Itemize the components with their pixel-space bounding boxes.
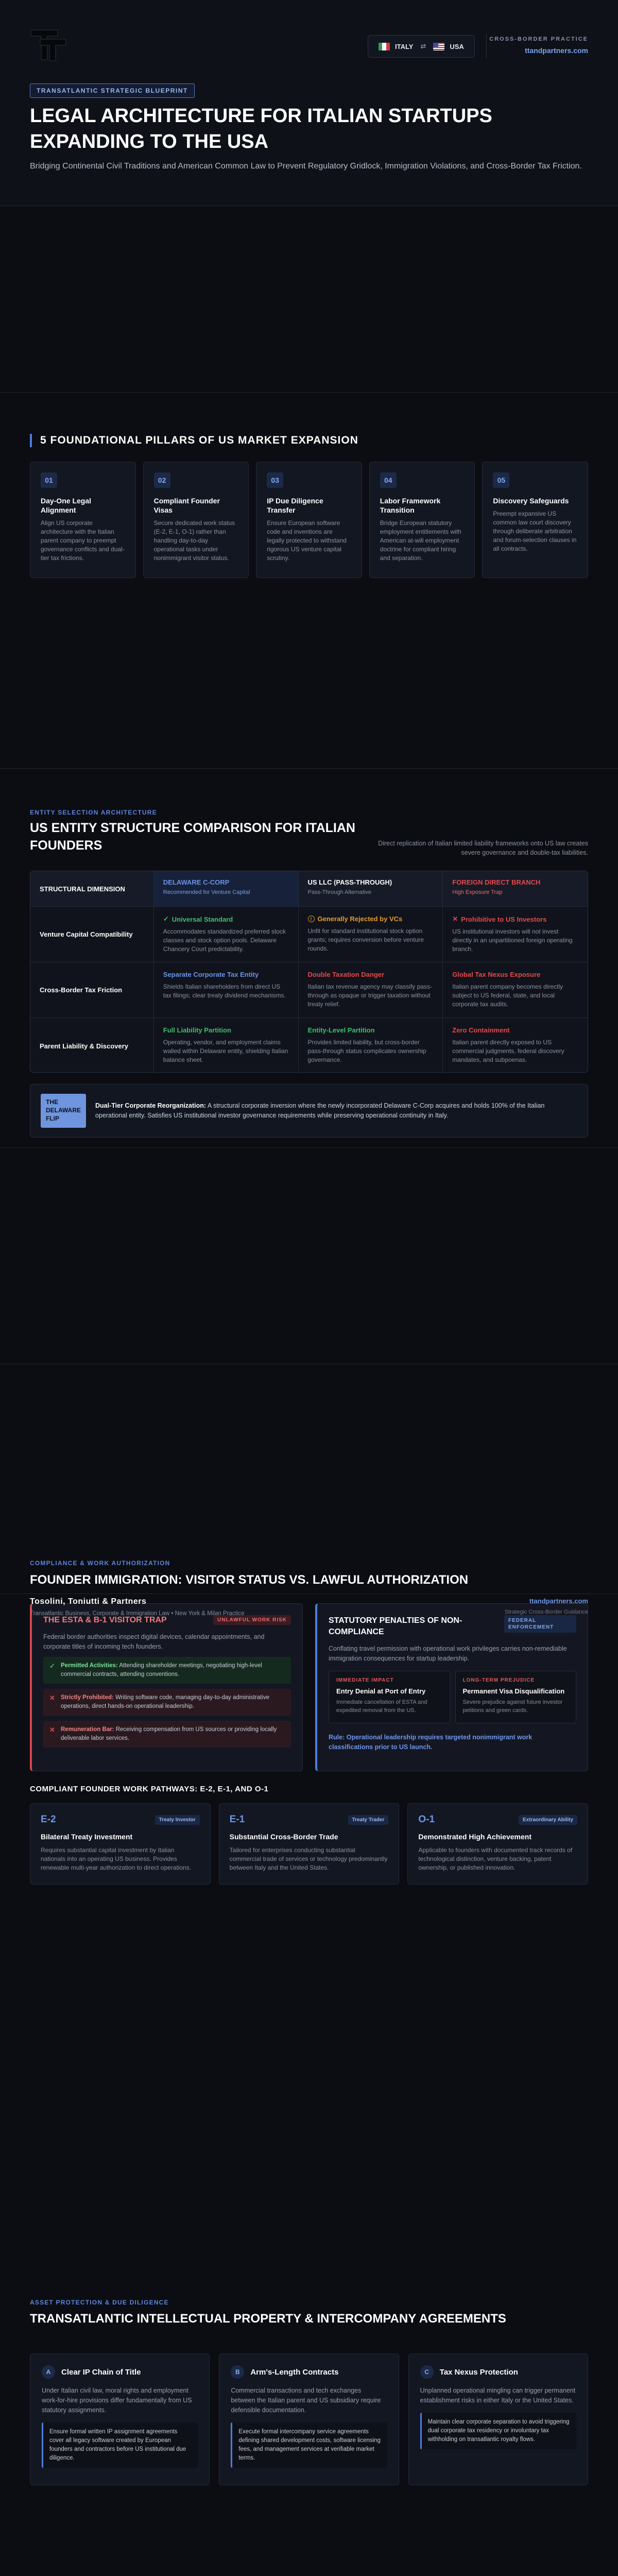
cell-status: Universal Standard [171, 915, 233, 923]
permitted-item [43, 1657, 291, 1684]
pillar-desc: Preempt expansive US common law court discovery through deliberate arbitration and forum-selection clauses in all contracts. [493, 510, 577, 552]
from-country: ITALY [395, 42, 414, 50]
penalty-box [329, 1671, 450, 1723]
ip-card [30, 2353, 210, 2485]
firm-subtitle: Transatlantic Business, Corporate & Immigration Law • New York & Milan Practice [30, 1611, 245, 1617]
penalties-title: STATUTORY PENALTIES OF NON-COMPLIANCE [329, 1616, 462, 1636]
card-letter: A [42, 2365, 55, 2379]
check-icon: ✓ [163, 915, 169, 923]
entity-note: Direct replication of Italian limited liability frameworks onto US law creates severe governance and double-tax liabilities. [378, 840, 588, 856]
col-name: FOREIGN DIRECT BRANCH [452, 878, 541, 886]
dimension-header: STRUCTURAL DIMENSION [30, 871, 154, 906]
pathway-cards [30, 1803, 588, 1885]
pathway-title: Bilateral Treaty Investment [41, 1833, 133, 1841]
row-label: Cross-Border Tax Friction [30, 962, 154, 1018]
page-title: LEGAL ARCHITECTURE FOR ITALIAN STARTUPS EXPANDING TO THE USA [30, 105, 492, 152]
col-name: US LLC (PASS-THROUGH) [307, 878, 392, 886]
pillar-number: 02 [154, 472, 170, 488]
penalties-desc: Conflating travel permission with operational work privileges carries non-remediable immigration consequences for startup leadership. [329, 1645, 567, 1662]
visa-code: E-2 [41, 1814, 56, 1825]
cell-desc: Accommodates standardized preferred stock classes and stock option pools. Delaware Chancery Court predictability. [163, 928, 286, 953]
pathway-title: Substantial Cross-Border Trade [229, 1833, 338, 1841]
card-letter: C [420, 2365, 434, 2379]
visa-tag: Treaty Trader [348, 1815, 389, 1825]
penalty-box [455, 1671, 577, 1723]
pillar-desc: Ensure European software code and inventions are legally protected to withstand rigorous US venture capital scrutiny. [267, 519, 347, 562]
card-desc: Commercial transactions and tech exchanges between the Italian parent and US subsidiary require defensible documentation. [231, 2387, 381, 2414]
pillar-number: 05 [493, 472, 509, 488]
ip-card [219, 2353, 399, 2485]
ip-cards [30, 2353, 588, 2485]
cell-status: Generally Rejected by VCs [317, 915, 403, 923]
col-name: DELAWARE C-CORP [163, 878, 230, 886]
remuneration-item [43, 1721, 291, 1748]
cell-status: Entity-Level Partition [307, 1026, 375, 1034]
ip-title: TRANSATLANTIC INTELLECTUAL PROPERTY & INTERCOMPANY AGREEMENTS [30, 2312, 506, 2326]
flip-lead: Dual-Tier Corporate Reorganization: [95, 1102, 207, 1109]
item-text: Attending shareholder meetings, negotiating high-level commercial contracts, attending conventions. [61, 1663, 262, 1677]
row-label: Parent Liability & Discovery [30, 1018, 154, 1074]
penalty-kicker: LONG-TERM PREJUDICE [462, 1677, 535, 1683]
penalty-kicker: IMMEDIATE IMPACT [336, 1677, 394, 1683]
page-footer [0, 1582, 618, 1633]
cell-status: Prohibitive to US Investors [461, 915, 547, 923]
visa-code: O-1 [418, 1814, 435, 1825]
pathway-desc: Requires substantial capital investment by Italian nationals into an operating US business. Provides renewable multi-year authorization to direct operations. [41, 1846, 192, 1871]
warning-icon: ! [308, 916, 315, 922]
card-title: Clear IP Chain of Title [61, 2367, 141, 2377]
card-action: Maintain clear corporate separation to avoid triggering dual corporate tax residency or involuntary tax withholding on transatlantic royalty flows. [420, 2413, 576, 2449]
cell-status: Zero Containment [452, 1026, 510, 1034]
practice-info [489, 36, 588, 55]
prohibited-item [43, 1689, 291, 1716]
risk-badge: UNLAWFUL WORK RISK [213, 1615, 291, 1625]
pillar-desc: Align US corporate architecture with the Italian parent company to preempt governance conflicts and dual-tier tax frictions. [41, 519, 125, 562]
col-sub: Recommended for Venture Capital [163, 889, 250, 895]
pillar-title: Discovery Safeguards [493, 497, 569, 505]
penalty-title: Permanent Visa Disqualification [462, 1687, 565, 1695]
page-subtitle: Bridging Continental Civil Traditions and American Common Law to Prevent Regulatory Gridlock, Immigration Violations, and Cross-Border Tax Friction. [30, 162, 582, 171]
cell-desc: Shields Italian shareholders from direct US tax filings; clear treaty dividend mechanisms. [163, 983, 286, 999]
entity-title: US ENTITY STRUCTURE COMPARISON FOR ITALIAN FOUNDERS [30, 821, 355, 853]
pathway-title: Demonstrated High Achievement [418, 1833, 531, 1841]
cell-desc: US institutional investors will not invest directly in an unpartitioned foreign operating branch. [452, 928, 573, 953]
country-route [368, 35, 475, 58]
card-title: Arm's-Length Contracts [250, 2367, 339, 2377]
to-country: USA [450, 42, 464, 50]
penalty-title: Entry Denial at Port of Entry [336, 1687, 426, 1695]
item-text: Writing software code, managing day-to-day administrative operations, direct hands-on operational leadership. [61, 1694, 269, 1709]
pathway-card-e2 [30, 1803, 211, 1885]
pillars-heading: 5 FOUNDATIONAL PILLARS OF US MARKET EXPANSION [30, 434, 358, 447]
footer-tagline: Strategic Cross-Border Guidance [504, 1609, 588, 1615]
penalty-desc: Immediate cancellation of ESTA and expedited removal from the US. [336, 1699, 427, 1714]
item-lead: Permitted Activities: [61, 1663, 118, 1669]
immigration-title: FOUNDER IMMIGRATION: VISITOR STATUS VS. LAWFUL AUTHORIZATION [30, 1573, 469, 1587]
ip-kicker: ASSET PROTECTION & DUE DILIGENCE [30, 2299, 169, 2306]
item-lead: Remuneration Bar: [61, 1726, 114, 1733]
pillar-desc: Secure dedicated work status (E-2, E-1, O-1) rather than handling day-to-day operational tasks under nonimmigrant visitor status. [153, 519, 235, 562]
firm-name: Tosolini, Toniutti & Partners [30, 1597, 147, 1606]
cell-desc: Italian tax revenue agency may classify pass-through as opaque or trigger taxation without treaty relief. [307, 983, 432, 1008]
pillar-title: IP Due Diligence Transfer [267, 497, 323, 514]
cell-desc: Provides limited liability, but cross-border pass-through status complicates ownership governance. [307, 1039, 426, 1063]
cross-icon: ✕ [49, 1694, 55, 1702]
hero-tag: TRANSATLANTIC STRATEGIC BLUEPRINT [30, 83, 195, 98]
col-sub: High Exposure Trap [452, 889, 503, 895]
penalty-desc: Severe prejudice against future investor petitions and green cards. [462, 1699, 563, 1714]
cross-icon: ✕ [452, 915, 458, 923]
item-lead: Strictly Prohibited: [61, 1694, 114, 1701]
trap-title: THE ESTA & B-1 VISITOR TRAP [43, 1615, 167, 1624]
entity-kicker: ENTITY SELECTION ARCHITECTURE [30, 809, 157, 816]
card-desc: Under Italian civil law, moral rights and employment work-for-hire provisions differ fundamentally from US statutory assignments. [42, 2387, 192, 2414]
usa-flag-icon [433, 43, 444, 50]
card-action: Ensure formal written IP assignment agreements cover all legacy software created by European founders and contractors before US institutional due diligence. [42, 2422, 198, 2468]
enforcement-badge: FEDERAL ENFORCEMENT [504, 1615, 576, 1633]
pillar-number: 01 [41, 472, 57, 488]
ip-card [408, 2353, 588, 2485]
cell-desc: Operating, vendor, and employment claims walled within Delaware entity, shielding Italian balance sheet. [163, 1039, 288, 1063]
pillar-title: Day-One Legal Alignment [41, 497, 92, 514]
hero-section [0, 0, 618, 206]
pillars-section [0, 206, 618, 562]
cell-desc: Unfit for standard institutional stock option grants; requires conversion before venture rounds. [307, 927, 424, 952]
cell-desc: Italian parent directly exposed to US commercial judgments, federal discovery mandates, and subpoenas. [452, 1039, 564, 1063]
pathways-heading: COMPLIANT FOUNDER WORK PATHWAYS: E-2, E-1, AND O-1 [30, 1785, 269, 1793]
pillar-number: 04 [380, 472, 397, 488]
visa-tag: Treaty Investor [155, 1815, 200, 1825]
pathway-desc: Applicable to founders with documented track records of technological distinction, venture backing, patent ownership, or published innovation. [418, 1846, 573, 1871]
flip-badge: THE DELAWARE FLIP [41, 1094, 86, 1128]
flip-body: A structural corporate inversion where the newly incorporated Delaware C-Corp acquires and holds 100% of the Italian operational entity. Satisfies US institutional investor governance requirements while preserving operational continuity in Italy. [95, 1102, 545, 1119]
cell-status: Double Taxation Danger [307, 971, 385, 978]
cell-status: Global Tax Nexus Exposure [452, 971, 541, 978]
entity-section [0, 393, 618, 1122]
swap-arrows-icon: ⇄ [420, 42, 426, 50]
pillar-title: Compliant Founder Visas [153, 497, 220, 514]
employment-litigation-section [0, 1364, 618, 1594]
immigration-kicker: COMPLIANCE & WORK AUTHORIZATION [30, 1560, 170, 1567]
pillar-title: Labor Framework Transition [380, 497, 441, 514]
cell-desc: Italian parent company becomes directly subject to US federal, state, and local corporate tax audits. [452, 983, 563, 1008]
col-sub: Pass-Through Alternative [307, 889, 372, 895]
header-site-link[interactable]: ttandpartners.com [525, 46, 588, 55]
cell-status: Separate Corporate Tax Entity [163, 971, 259, 978]
pathway-card-e1 [219, 1803, 400, 1885]
pathway-desc: Tailored for enterprises conducting substantial commercial trade of services or technology predominantly between Italy and the United States. [229, 1846, 388, 1871]
pillar-desc: Bridge European statutory employment entitlements with American at-will employment doctrine for compliant hiring and separation. [380, 519, 461, 562]
card-letter: B [231, 2365, 244, 2379]
card-action: Execute formal intercompany service agreements defining shared development costs, software licensing fees, and management services at verifiable market terms. [231, 2422, 387, 2468]
italy-flag-icon [379, 43, 390, 50]
visa-code: E-1 [229, 1814, 245, 1825]
header-divider [486, 34, 487, 59]
pillar-number: 03 [267, 472, 283, 488]
visa-tag: Extraordinary Ability [519, 1815, 577, 1825]
pathway-card-o1 [407, 1803, 588, 1885]
firm-logo[interactable] [30, 28, 67, 62]
trap-desc: Federal border authorities inspect digital devices, calendar appointments, and corporate titles of incoming tech founders. [43, 1633, 265, 1650]
cross-icon: ✕ [49, 1726, 55, 1734]
practice-label: CROSS-BORDER PRACTICE [489, 36, 588, 42]
cell-status: Full Liability Partition [163, 1026, 231, 1034]
penalty-rule: Rule: Operational leadership requires targeted nonimmigrant work classifications prior to US launch. [329, 1734, 533, 1751]
check-icon: ✓ [49, 1662, 55, 1670]
row-label: Venture Capital Compatibility [30, 907, 154, 962]
card-desc: Unplanned operational mingling can trigger permanent establishment risks in either Italy or the United States. [420, 2387, 576, 2404]
footer-site-link[interactable]: ttandpartners.com [529, 1597, 588, 1605]
item-text: Receiving compensation from US sources or providing locally deliverable labor services. [61, 1726, 277, 1741]
card-title: Tax Nexus Protection [439, 2367, 518, 2377]
